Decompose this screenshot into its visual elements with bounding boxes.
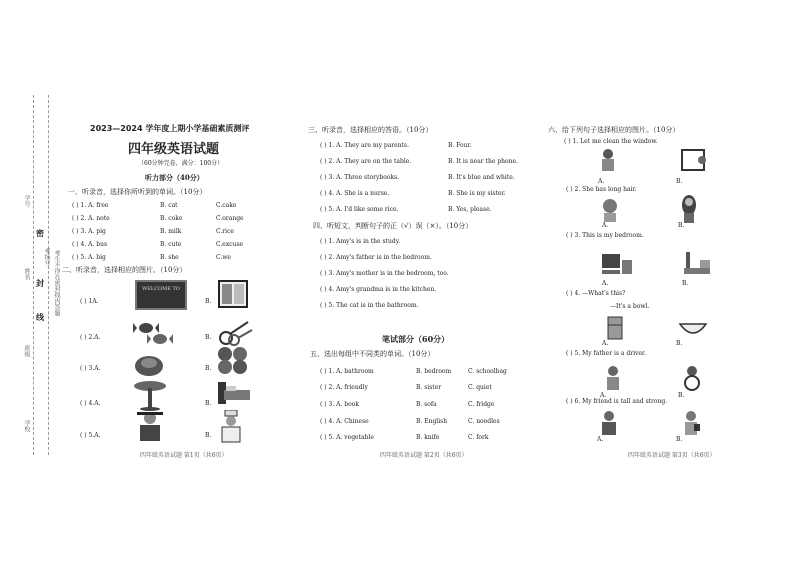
s6-row-4-a: A. bbox=[602, 340, 609, 347]
s6-row-3-a: A. bbox=[602, 280, 609, 287]
s6-row-2-b: B. bbox=[678, 222, 685, 229]
s6-row-2: ( ) 2. She has long hair. bbox=[566, 186, 637, 193]
s6-row-1: ( ) 1. Let me clean the window. bbox=[564, 138, 658, 145]
s5-row-4-b: B. English bbox=[416, 418, 448, 425]
s3-row-1-a: ( ) 1. A. They are my parents. bbox=[320, 142, 409, 149]
s1-row-5-b: B. she bbox=[160, 254, 179, 261]
man-image bbox=[602, 365, 624, 391]
s5-row-3-a: ( ) 3. A. book bbox=[320, 401, 359, 408]
s6-row-5: ( ) 5. My father is a driver. bbox=[566, 350, 647, 357]
s2-row-5-label: ( ) 5.A. bbox=[80, 432, 101, 439]
s3-row-2-b: B. It is near the phone. bbox=[448, 158, 518, 165]
s2-row-4-b: B. bbox=[205, 400, 212, 407]
s1-row-4-a: ( ) 4. A. bus bbox=[72, 241, 108, 248]
s5-row-5-a: ( ) 5. A. vegetable bbox=[320, 434, 374, 441]
s6-row-5-b: B. bbox=[678, 392, 685, 399]
s1-heading: 一、听录音，选择你所听到的单词。（10分） bbox=[68, 188, 207, 196]
margin-seal-feng: 封 bbox=[36, 278, 44, 288]
s5-row-2-a: ( ) 2. A. friendly bbox=[320, 384, 368, 391]
bed-image bbox=[216, 378, 252, 408]
s1-row-2-b: B. coke bbox=[160, 215, 183, 222]
s1-row-4-c: C.excuse bbox=[216, 241, 244, 248]
s5-row-1-a: ( ) 1. A. bathroom bbox=[320, 368, 374, 375]
s1-row-1-b: B. cat bbox=[160, 202, 178, 209]
s5-row-5-b: B. knife bbox=[416, 434, 440, 441]
window-image bbox=[218, 280, 252, 310]
long-hair-girl-image bbox=[680, 195, 698, 223]
bedroom-image bbox=[682, 250, 712, 276]
subtitle: （60分钟完卷，满分：100分） bbox=[138, 160, 224, 167]
s1-row-4-b: B. cute bbox=[160, 241, 182, 248]
s5-row-1-c: C. schoolbag bbox=[468, 368, 507, 375]
fridge-image bbox=[605, 316, 625, 340]
s5-heading: 五、选出每组中不同类的单词。（10分） bbox=[310, 350, 435, 358]
window-cleaning-image bbox=[680, 148, 710, 174]
s2-heading: 二、听录音，选择相应的图片。（10分） bbox=[62, 266, 187, 274]
blackboard-image bbox=[135, 280, 187, 310]
s2-row-1-label: ( ) 1A. bbox=[80, 298, 99, 305]
s3-heading: 三、听录音，选择相应的答语。（10分） bbox=[308, 126, 433, 134]
boy-with-book-image bbox=[680, 410, 702, 436]
listening-heading: 听力部分（40分） bbox=[145, 173, 204, 182]
s2-row-4-label: ( ) 4.A. bbox=[80, 400, 101, 407]
roast-chicken-image bbox=[132, 350, 166, 378]
s1-row-5-a: ( ) 5. A. big bbox=[72, 254, 106, 261]
s3-row-3-b: B. It's blue and white. bbox=[448, 174, 515, 181]
margin-no-write-note: 考生不得在密封线内答题 bbox=[53, 250, 60, 316]
s3-row-5-a: ( ) 5. A. I'd like some rice. bbox=[320, 206, 399, 213]
s6-row-6-b: B. bbox=[676, 436, 683, 443]
girl-cleaning-image bbox=[596, 148, 620, 172]
s4-row-5: ( ) 5. The cat is in the bathroom. bbox=[320, 302, 419, 309]
written-heading: 笔试部分（60分） bbox=[382, 334, 450, 344]
s2-row-2-b: B. bbox=[205, 334, 212, 341]
margin-seal-xian: 线 bbox=[36, 312, 44, 322]
margin-label-name: 姓名 bbox=[23, 268, 30, 280]
s1-row-1-a: ( ) 1. A. free bbox=[72, 202, 109, 209]
s5-row-4-a: ( ) 4. A. Chinese bbox=[320, 418, 369, 425]
keys-image bbox=[218, 318, 254, 346]
s3-row-4-a: ( ) 4. A. She is a nurse. bbox=[320, 190, 390, 197]
living-room-image bbox=[600, 252, 634, 276]
s6-row-4-line2: —It's a bowl. bbox=[610, 303, 650, 310]
s5-row-1-b: B. bedroom bbox=[416, 368, 452, 375]
s2-row-3-b: B. bbox=[205, 365, 212, 372]
s1-row-3-b: B. milk bbox=[160, 228, 182, 235]
s3-row-2-a: ( ) 2. A. They are on the table. bbox=[320, 158, 412, 165]
s6-heading: 六、给下列句子选择相应的图片。（10分） bbox=[548, 126, 680, 134]
driver-image bbox=[680, 365, 704, 391]
margin-label-school: 学校 bbox=[23, 420, 30, 432]
margin-label-class: 班级 bbox=[23, 345, 30, 357]
s4-row-4: ( ) 4. Amy's grandma is in the kitchen. bbox=[320, 286, 437, 293]
col1-footer: 四年级英语试题 第1页（共6页） bbox=[140, 452, 228, 459]
binding-line-2 bbox=[48, 95, 49, 455]
s2-row-1-b: B. bbox=[205, 298, 212, 305]
s1-row-1-c: C.cake bbox=[216, 202, 237, 209]
margin-seal-mi: 密 bbox=[36, 228, 44, 238]
short-hair-girl-image bbox=[600, 198, 620, 222]
s5-row-3-b: B. sofa bbox=[416, 401, 437, 408]
binding-line-1 bbox=[33, 95, 34, 455]
s5-row-3-c: C. fridge bbox=[468, 401, 495, 408]
table-image bbox=[132, 378, 168, 412]
s6-row-4-b: B. bbox=[676, 340, 683, 347]
candy-image bbox=[132, 318, 178, 348]
title-year: 2023—2024 学年度上期小学基础素质测评 bbox=[90, 124, 250, 133]
s2-row-3-label: ( ) 3.A. bbox=[80, 365, 101, 372]
s3-row-1-b: B. Four. bbox=[448, 142, 472, 149]
s1-row-5-c: C.we bbox=[216, 254, 231, 261]
margin-label-room: 考场号 bbox=[43, 248, 50, 266]
s2-row-2-label: ( ) 2.A. bbox=[80, 334, 101, 341]
s6-row-3-b: B. bbox=[682, 280, 689, 287]
s6-row-6-a: A. bbox=[597, 436, 604, 443]
col3-footer: 四年级英语试题 第3页（共6页） bbox=[628, 452, 716, 459]
s4-row-3: ( ) 3. Amy's mother is in the bedroom, too. bbox=[320, 270, 449, 277]
s6-row-4: ( ) 4. —What's this? bbox=[566, 290, 626, 297]
title-main: 四年级英语试题 bbox=[128, 142, 220, 157]
s3-row-5-b: B. Yes, please. bbox=[448, 206, 492, 213]
s6-row-5-a: A. bbox=[600, 392, 607, 399]
s3-row-4-b: B. She is my sister. bbox=[448, 190, 506, 197]
s6-row-3: ( ) 3. This is my bedroom. bbox=[566, 232, 644, 239]
s6-row-1-b: B. bbox=[676, 178, 683, 185]
bowl-image bbox=[678, 320, 708, 338]
s4-row-2: ( ) 2. Amy's father is in the bedroom. bbox=[320, 254, 432, 261]
strong-boy-image bbox=[598, 410, 620, 436]
s6-row-1-a: A. bbox=[598, 178, 605, 185]
s1-row-3-c: C.rice bbox=[216, 228, 234, 235]
s1-row-2-a: ( ) 2. A. note bbox=[72, 215, 110, 222]
cook-image bbox=[216, 410, 246, 444]
margin-label-student-no: 学号 bbox=[23, 195, 30, 207]
s1-row-2-c: C.orange bbox=[216, 215, 244, 222]
bread-image bbox=[216, 345, 250, 375]
s4-row-1: ( ) 1. Amy's is in the study. bbox=[320, 238, 401, 245]
s6-row-6: ( ) 6. My friend is tall and strong. bbox=[566, 398, 668, 405]
col2-footer: 四年级英语试题 第2页（共6页） bbox=[380, 452, 468, 459]
s5-row-5-c: C. fork bbox=[468, 434, 489, 441]
s6-row-2-a: A. bbox=[602, 222, 609, 229]
s2-row-5-b: B. bbox=[205, 432, 212, 439]
s5-row-4-c: C. noodles bbox=[468, 418, 500, 425]
blackboard-text: WELCOME TO bbox=[142, 286, 180, 292]
s5-row-2-b: B. sister bbox=[416, 384, 442, 391]
s4-heading: 四、听短文，判断句子的正（√）误（×）。（10分） bbox=[313, 222, 473, 230]
s1-row-3-a: ( ) 3. A. pig bbox=[72, 228, 106, 235]
teacher-image bbox=[135, 410, 165, 444]
s5-row-2-c: C. quiet bbox=[468, 384, 492, 391]
s3-row-3-a: ( ) 3. A. Three storybooks. bbox=[320, 174, 400, 181]
